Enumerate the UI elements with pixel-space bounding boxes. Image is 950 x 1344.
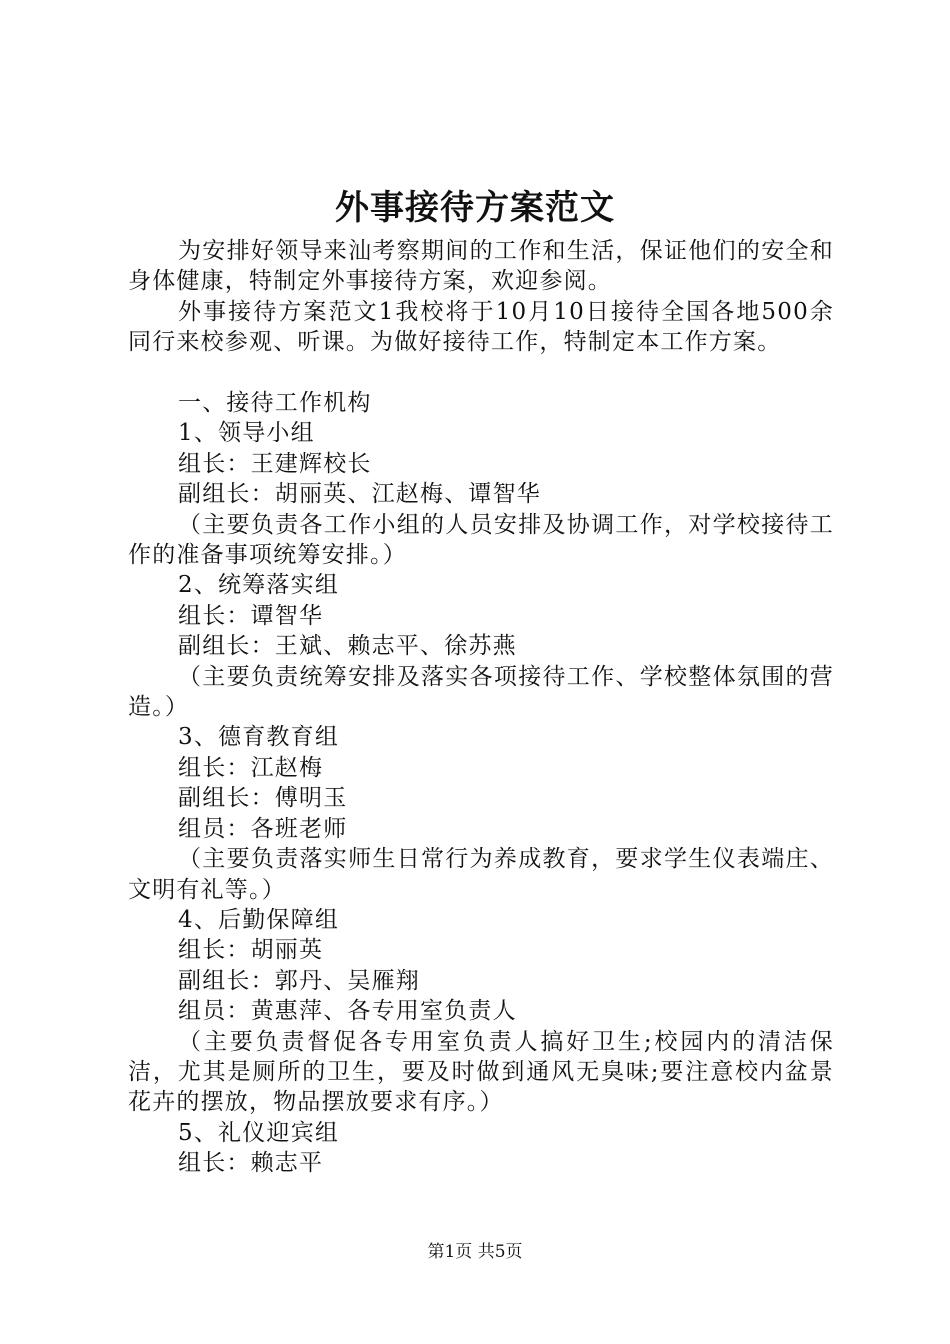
group-heading: 5、礼仪迎宾组: [178, 1119, 340, 1146]
group-line: 组长：谭智华: [178, 602, 324, 629]
group-note: （主要负责各工作小组的人员安排及协调工作，对学校接待工作的准备事项统筹安排。）: [128, 511, 834, 569]
document-title: 外事接待方案范文: [335, 188, 615, 228]
group-line: 组长：赖志平: [178, 1150, 324, 1177]
paragraph-gap: [128, 358, 834, 388]
group-note: （主要负责督促各专用室负责人搞好卫生;校园内的清洁保洁，尤其是厕所的卫生，要及时做到通风无臭味;要注意校内盆景花卉的摆放，物品摆放要求有序。）: [128, 1028, 834, 1116]
group-heading: 2、统筹落实组: [178, 572, 340, 599]
section-heading: 一、接待工作机构: [178, 390, 372, 417]
group-line: 副组长：胡丽英、江赵梅、谭智华: [178, 481, 541, 508]
intro-paragraph: 为安排好领导来汕考察期间的工作和生活，保证他们的安全和身体健康，特制定外事接待方案，欢迎参阅。: [128, 238, 834, 295]
group-heading: 3、德育教育组: [178, 724, 340, 751]
group-line: 副组长：郭丹、吴雁翔: [178, 967, 420, 994]
group-heading: 1、领导小组: [178, 420, 315, 447]
document-body: [128, 236, 834, 1179]
group-line: 组长：胡丽英: [178, 937, 324, 964]
group-line: 副组长：王斌、赖志平、徐苏燕: [178, 633, 517, 660]
group-line: 组员：各班老师: [178, 815, 348, 842]
intro-paragraph: 外事接待方案范文1我校将于10月10日接待全国各地500余同行来校参观、听课。为做好接待工作，特制定本工作方案。: [128, 298, 834, 356]
group-note: （主要负责统筹安排及落实各项接待工作、学校整体氛围的营造。）: [128, 663, 834, 721]
page-footer: 第1页 共5页: [427, 1242, 523, 1262]
group-line: 组长：王建辉校长: [178, 450, 372, 477]
group-heading: 4、后勤保障组: [178, 906, 340, 933]
group-line: 副组长：傅明玉: [178, 785, 348, 812]
group-line: 组员：黄惠萍、各专用室负责人: [178, 998, 517, 1025]
group-line: 组长：江赵梅: [178, 754, 324, 781]
group-note: （主要负责落实师生日常行为养成教育，要求学生仪表端庄、文明有礼等。）: [128, 846, 834, 903]
